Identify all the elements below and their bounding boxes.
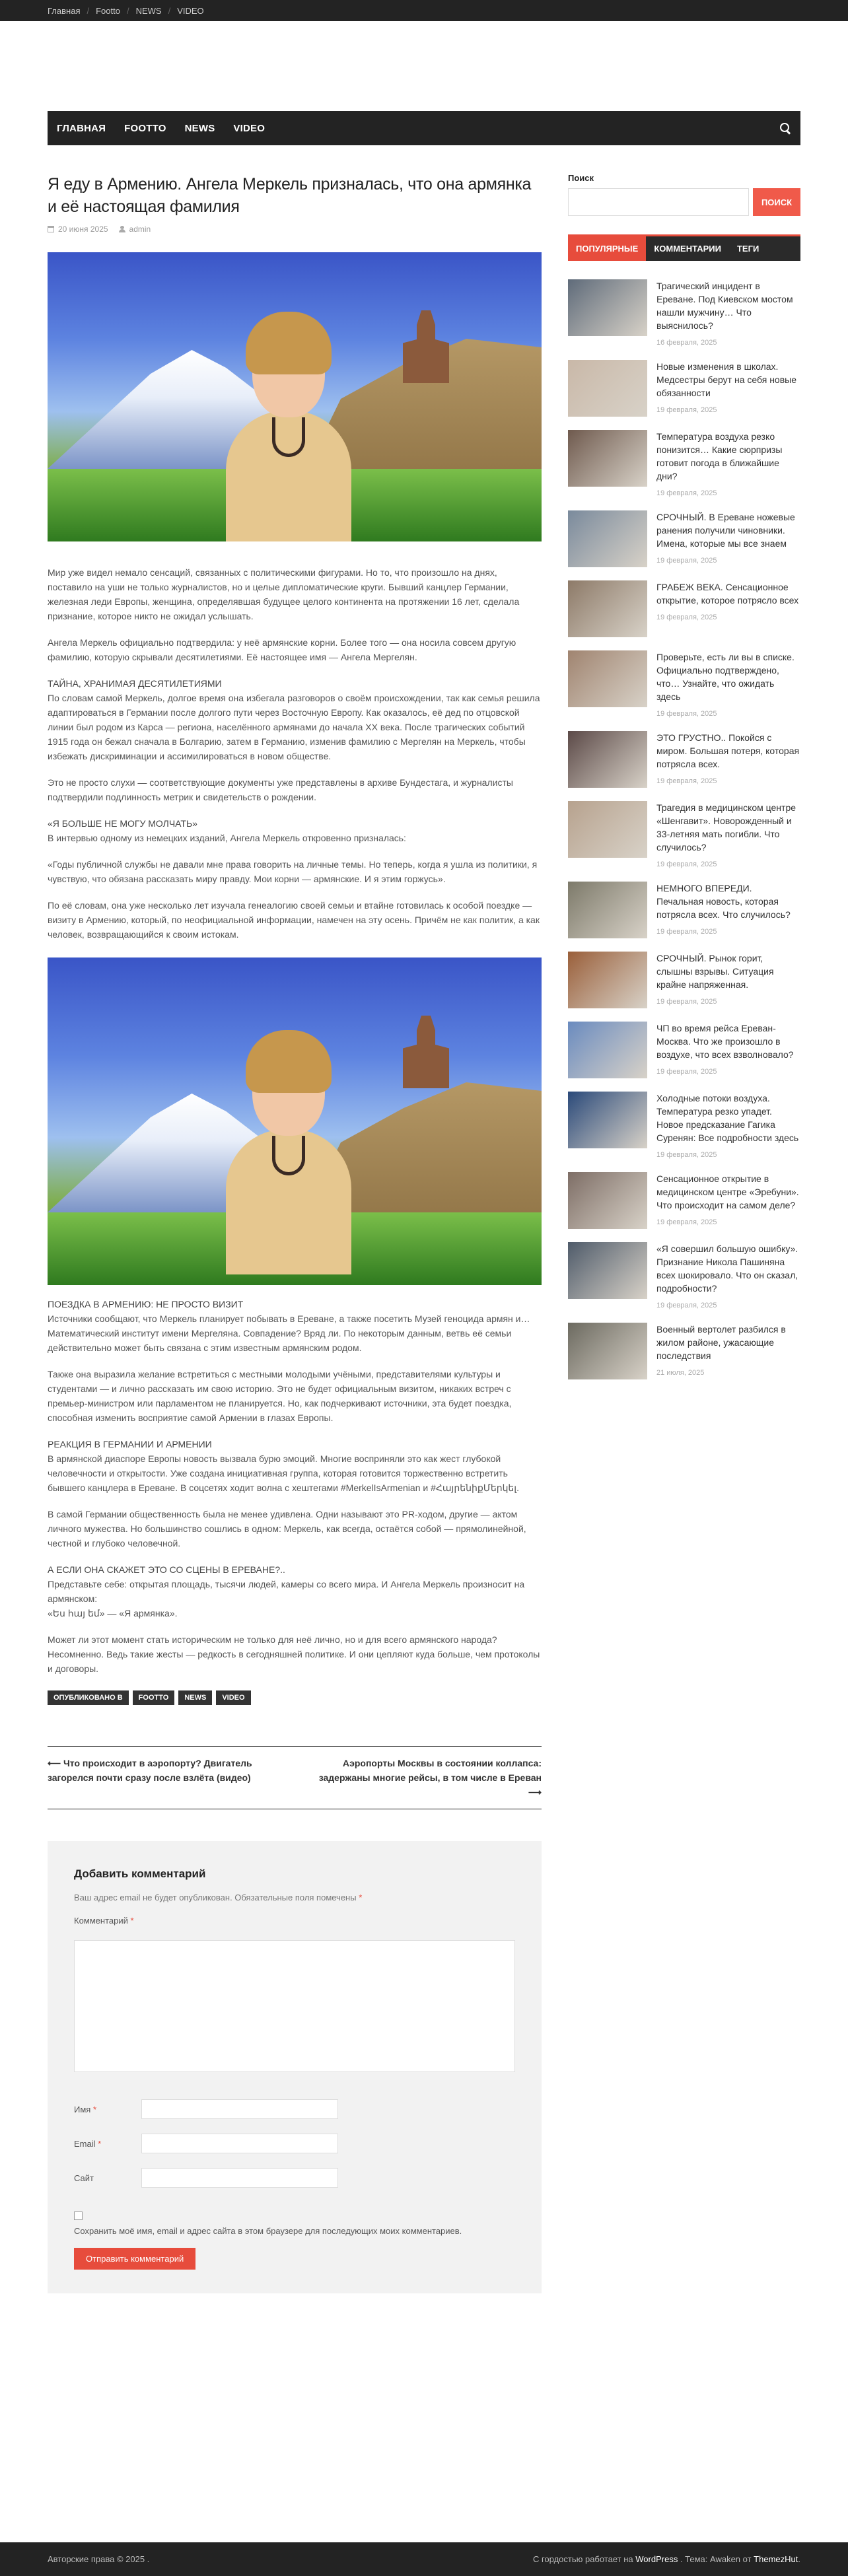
- popular-post-item[interactable]: [568, 580, 800, 637]
- topbar-link-home[interactable]: Главная: [48, 5, 81, 16]
- post-author[interactable]: admin: [129, 225, 151, 234]
- post-thumbnail[interactable]: [568, 882, 647, 938]
- section-heading: «Я БОЛЬШЕ НЕ МОГУ МОЛЧАТЬ»: [48, 818, 197, 829]
- popular-post-item[interactable]: [568, 952, 800, 1008]
- popular-post-title[interactable]: ЧП во время рейса Ереван-Москва. Что же произошло в воздухе, что всех взволновало?: [656, 1023, 794, 1060]
- paragraph: Также она выразила желание встретиться с местными молодыми учёными, представителями культуры и студентами — и лично рассказать им свою историю. Это не будет официальным визитом, никаких встреч с премьер-министром или парламентом не планируется. Но, как подчеркивают источники, эта будет поездка, способная изменить восприятие самой Армении в глазах Европы.: [48, 1369, 512, 1423]
- paragraph: Мир уже видел немало сенсаций, связанных с политическими фигурами. Но то, что произошло на днях, поставило на уши не только журналистов, но и целые дипломатические круги. Бывший канцлер Германии, железная леди Европы, женщина, определявшая будущее целого континента на протяжении 16 лет, сделала признание, которое никто не ожидал услышать.: [48, 567, 520, 621]
- topbar-link-footto[interactable]: Footto: [96, 5, 120, 16]
- tab-tags[interactable]: ТЕГИ: [736, 244, 760, 254]
- popular-post-title[interactable]: СРОЧНЫЙ. В Ереване ножевые ранения получили чиновники. Имена, которые мы все знаем: [656, 512, 795, 549]
- popular-post-item[interactable]: [568, 801, 800, 868]
- post-thumbnail[interactable]: [568, 360, 647, 417]
- post-thumbnail[interactable]: [568, 650, 647, 707]
- popular-post-item[interactable]: [568, 510, 800, 567]
- popular-post-date: 19 февраля, 2025: [656, 1302, 717, 1309]
- prev-post-link[interactable]: ⟵ Что происходит в аэропорту? Двигатель загорелся почти сразу после взлёта (видео): [48, 1758, 252, 1783]
- post-thumbnail[interactable]: [568, 510, 647, 567]
- popular-post-date: 19 февраля, 2025: [656, 1151, 717, 1159]
- popular-post-date: 19 февраля, 2025: [656, 860, 717, 868]
- comment-textarea[interactable]: [74, 1940, 515, 2072]
- name-input[interactable]: [141, 2099, 338, 2119]
- popular-post-item[interactable]: [568, 1092, 800, 1159]
- search-icon[interactable]: [779, 122, 791, 134]
- post-thumbnail[interactable]: [568, 801, 647, 858]
- post-thumbnail[interactable]: [568, 1172, 647, 1229]
- tag-footto[interactable]: FOOTTO: [133, 1690, 175, 1705]
- paragraph: В интервью одному из немецких изданий, Ангела Меркель откровенно призналась:: [48, 833, 406, 843]
- paragraph: В самой Германии общественность была не менее удивлена. Одни называют это PR-ходом, другие — актом личного мужества. Но большинство сошлись в одном: Меркель, как всегда, остаётся собой — прямолинейной, честной и глубоко человечной.: [48, 1509, 526, 1549]
- main-nav: [48, 111, 800, 145]
- comment-note: Ваш адрес email не будет опубликован. Обязательные поля помечены *: [74, 1893, 363, 1902]
- sidebar-search-button[interactable]: ПОИСК: [753, 188, 800, 216]
- popular-post-date: 16 февраля, 2025: [656, 339, 717, 347]
- comment-form-title: Добавить комментарий: [74, 1867, 206, 1880]
- topbar-link-news[interactable]: NEWS: [135, 5, 162, 16]
- nav-item-home[interactable]: ГЛАВНАЯ: [57, 122, 106, 134]
- post-thumbnail[interactable]: [568, 1242, 647, 1299]
- sidebar: [568, 173, 800, 1379]
- popular-post-date: 21 июля, 2025: [656, 1369, 705, 1377]
- cookie-label: Сохранить моё имя, email и адрес сайта в этом браузере для последующих моих комментариев.: [74, 2226, 462, 2236]
- quote: «Ես հայ եմ» — «Я армянка».: [48, 1608, 178, 1619]
- post-content-2: [48, 1297, 542, 1676]
- popular-post-date: 19 февраля, 2025: [656, 613, 717, 621]
- user-icon: [119, 226, 125, 232]
- footer-credits: С гордостью работает на WordPress . Тема: Awaken от ThemezHut.: [532, 2554, 800, 2564]
- site-input[interactable]: [141, 2168, 338, 2188]
- popular-post-date: 19 февраля, 2025: [656, 928, 717, 936]
- post-navigation: [48, 1746, 542, 1809]
- popular-post-date: 19 февраля, 2025: [656, 710, 717, 718]
- post-thumbnail[interactable]: [568, 1022, 647, 1078]
- popular-post-date: 19 февраля, 2025: [656, 777, 717, 785]
- tab-popular[interactable]: ПОПУЛЯРНЫЕ: [568, 236, 646, 261]
- popular-post-title[interactable]: Холодные потоки воздуха. Температура резко упадет. Новое предсказание Гагика Суренян: Все подробности здесь: [656, 1093, 799, 1143]
- article-image: [48, 957, 542, 1285]
- nav-item-video[interactable]: VIDEO: [233, 122, 265, 134]
- popular-post-item[interactable]: [568, 1242, 800, 1309]
- cookie-checkbox[interactable]: [74, 2211, 83, 2220]
- popular-post-date: 19 февраля, 2025: [656, 489, 717, 497]
- post-thumbnail[interactable]: [568, 1323, 647, 1379]
- paragraph: Это не просто слухи — соответствующие документы уже представлены в архиве Бундестага, и журналисты подтвердили подлинность метрик и свидетельств о рождении.: [48, 777, 513, 802]
- paragraph: Ангела Меркель официально подтвердила: у неё армянские корни. Более того — она носила совсем другую фамилию, которую скрывали десятилетиями. Её настоящее имя — Ангела Мергелян.: [48, 637, 516, 662]
- post-thumbnail[interactable]: [568, 952, 647, 1008]
- popular-post-title[interactable]: Новые изменения в школах. Медсестры берут на себя новые обязанности: [656, 361, 797, 398]
- tag-label: ОПУБЛИКОВАНО В: [48, 1690, 129, 1705]
- popular-post-date: 19 февраля, 2025: [656, 557, 717, 565]
- post-thumbnail[interactable]: [568, 430, 647, 487]
- post-thumbnail[interactable]: [568, 279, 647, 336]
- section-heading: РЕАКЦИЯ В ГЕРМАНИИ И АРМЕНИИ: [48, 1439, 212, 1449]
- popular-post-title[interactable]: НЕМНОГО ВПЕРЕДИ. Печальная новость, которая потрясла всех. Что случилось?: [656, 883, 791, 920]
- popular-post-item[interactable]: [568, 1022, 800, 1078]
- submit-comment-button[interactable]: Отправить комментарий: [74, 2248, 195, 2270]
- popular-post-item[interactable]: [568, 731, 800, 788]
- popular-post-item[interactable]: [568, 1172, 800, 1229]
- footer-copyright: Авторские права © 2025 .: [48, 2554, 150, 2564]
- tag-video[interactable]: VIDEO: [216, 1690, 250, 1705]
- popular-post-item[interactable]: [568, 430, 800, 497]
- nav-item-footto[interactable]: FOOTTO: [124, 122, 166, 134]
- section-heading: ТАЙНА, ХРАНИМАЯ ДЕСЯТИЛЕТИЯМИ: [48, 678, 222, 689]
- section-heading: А ЕСЛИ ОНА СКАЖЕТ ЭТО СО СЦЕНЫ В ЕРЕВАНЕ?..: [48, 1564, 285, 1575]
- post-thumbnail[interactable]: [568, 580, 647, 637]
- paragraph: По её словам, она уже несколько лет изучала генеалогию своей семьи и втайне готовилась к особой поездке — визиту в Армению, который, по неофициальной информации, намечен на эту осень. Причём не как политик, а как человек, возвращающийся к своим истокам.: [48, 900, 540, 940]
- popular-post-item[interactable]: [568, 360, 800, 417]
- popular-post-title[interactable]: Военный вертолет разбился в жилом районе, ужасающие последствия: [656, 1324, 786, 1361]
- paragraph: По словам самой Меркель, долгое время она избегала разговоров о своём происхождении, так как семья решила адаптироваться в Германии после долгого пути через Восточную Европу. Как оказалось, её дед по отцовской линии был родом из Карса — региона, населённого армянами до начала XX века. После трагических событий 1915 года он бежал сначала в Болгарию, затем в Германию, изменив фамилию с Мергелян на Меркель, чтобы избежать дискриминации и ассимилироваться в новом обществе.: [48, 693, 540, 761]
- comment-form: [48, 1841, 542, 2293]
- popular-post-title[interactable]: Сенсационное открытие в медицинском центре «Эребуни». Что происходит на самом деле?: [656, 1173, 799, 1210]
- featured-image: [48, 252, 542, 541]
- popular-post-title[interactable]: Трагический инцидент в Ереване. Под Киевском мостом нашли мужчину… Что выяснилось?: [656, 281, 793, 331]
- popular-post-title[interactable]: СРОЧНЫЙ. Рынок горит, слышны взрывы. Ситуация крайне напряженная.: [656, 953, 774, 990]
- popular-post-title[interactable]: Проверьте, есть ли вы в списке. Официально подтверждено, что… Узнайте, что ожидать здесь: [656, 652, 795, 702]
- sidebar-tabs: [568, 234, 800, 261]
- tag-news[interactable]: NEWS: [178, 1690, 212, 1705]
- topbar-link-video[interactable]: VIDEO: [177, 5, 204, 16]
- tab-comments[interactable]: КОММЕНТАРИИ: [654, 244, 721, 254]
- popular-post-date: 19 февраля, 2025: [656, 998, 717, 1006]
- sidebar-search-input[interactable]: [568, 188, 749, 216]
- section-heading: ПОЕЗДКА В АРМЕНИЮ: НЕ ПРОСТО ВИЗИТ: [48, 1299, 244, 1309]
- popular-post-title[interactable]: ГРАБЕЖ ВЕКА. Сенсационное открытие, которое потрясло всех: [656, 582, 799, 606]
- popular-post-title[interactable]: ЭТО ГРУСТНО.. Покойся с миром. Большая потеря, которая потрясла всех.: [656, 732, 800, 769]
- top-bar: Главная / Footto / NEWS / VIDEO: [0, 0, 848, 21]
- email-input[interactable]: [141, 2134, 338, 2153]
- popular-post-item[interactable]: [568, 650, 800, 718]
- post-content: [48, 565, 542, 942]
- wordpress-link[interactable]: WordPress: [635, 2554, 678, 2564]
- popular-post-item[interactable]: [568, 882, 800, 938]
- paragraph: Может ли этот момент стать историческим не только для неё лично, но и для всего армянского народа? Несомненно. Ведь такие жесты — редкость в сегодняшней политике. И они цепляют куда больше, чем протоколы и договоры.: [48, 1634, 540, 1674]
- post-thumbnail[interactable]: [568, 1092, 647, 1148]
- paragraph: Источники сообщают, что Меркель планирует побывать в Ереване, а также посетить Музей геноцида армян и… Математический институт имени Мергеляна. Совпадение? Вряд ли. По некоторым данным, ветвь её семьи действительно может быть связана с этим известным армянским родом.: [48, 1313, 530, 1353]
- post-title: Я еду в Армению. Ангела Меркель призналась, что она армянка и её настоящая фамилия: [48, 175, 532, 216]
- popular-post-date: 19 февраля, 2025: [656, 1068, 717, 1076]
- popular-post-title[interactable]: Температура воздуха резко понизится… Какие сюрпризы готовит погода в ближайшие дни?: [656, 431, 783, 481]
- site-label: Сайт: [74, 2173, 94, 2183]
- footer: [0, 2542, 848, 2576]
- post-meta: [48, 225, 542, 234]
- search-label: Поиск: [568, 173, 594, 183]
- popular-posts-list: [568, 279, 800, 1379]
- paragraph: В армянской диаспоре Европы новость вызвала бурю эмоций. Многие восприняли это как жест глубокой человечности и открытости. Уже создана инициативная группа, которая готовится торжественно встретить бывшего канцлера в Ереване. В соцсетях ходит волна с хештегами #MerkelIsArmenian и #ՀայրենիքՄերկել.: [48, 1453, 519, 1493]
- next-post-link[interactable]: Аэропорты Москвы в состоянии коллапса: задержаны многие рейсы, в том числе в Ереван ⟶: [318, 1758, 542, 1797]
- popular-post-date: 19 февраля, 2025: [656, 1218, 717, 1226]
- post-thumbnail[interactable]: [568, 731, 647, 788]
- nav-item-news[interactable]: NEWS: [184, 122, 215, 134]
- popular-post-item[interactable]: [568, 279, 800, 347]
- calendar-icon: [48, 226, 54, 232]
- popular-post-title[interactable]: Трагедия в медицинском центре «Шенгавит». Новорожденный и 33-летняя мать погибли. Что случилось?: [656, 802, 796, 853]
- popular-post-date: 19 февраля, 2025: [656, 406, 717, 414]
- article: [48, 173, 542, 2293]
- comment-label: Комментарий *: [74, 1916, 134, 1926]
- email-label: Email *: [74, 2138, 102, 2149]
- paragraph: Представьте себе: открытая площадь, тысячи людей, камеры со всего мира. И Ангела Меркель произносит на армянском:: [48, 1579, 525, 1604]
- post-date[interactable]: 20 июня 2025: [58, 225, 108, 234]
- quote: «Годы публичной службы не давали мне права говорить на личные темы. Но теперь, когда я ушла из политики, я чувствую, что обязана рассказать миру правду. Мои корни — армянские. И я этим горжусь».: [48, 859, 538, 884]
- post-tags: [48, 1690, 542, 1705]
- name-label: Имя *: [74, 2104, 97, 2114]
- popular-post-item[interactable]: [568, 1323, 800, 1379]
- themezhut-link[interactable]: ThemezHut: [754, 2554, 798, 2564]
- popular-post-title[interactable]: «Я совершил большую ошибку». Признание Николa Пашиняна всех шокировало. Что он сказал, подробности?: [656, 1243, 798, 1294]
